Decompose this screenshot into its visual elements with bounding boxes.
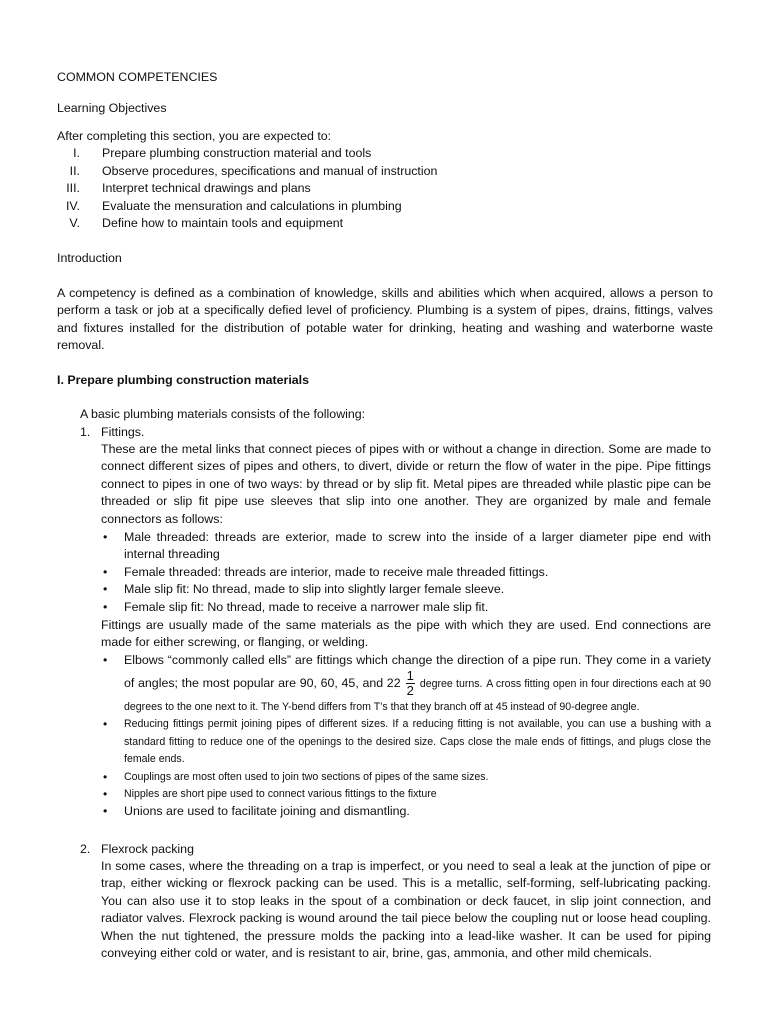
doc-title: COMMON COMPETENCIES bbox=[57, 70, 218, 84]
bullet-icon: • bbox=[103, 804, 108, 819]
objectives-list bbox=[57, 145, 713, 233]
list-item-nipples bbox=[101, 786, 711, 803]
after-completing-text: After completing this section, you are expected to: bbox=[57, 129, 332, 143]
list-item bbox=[101, 529, 711, 564]
item-title: Flexrock packing bbox=[101, 842, 194, 856]
elbows-degree-text: degree turns. bbox=[419, 678, 483, 691]
objective-number: II. bbox=[69, 163, 80, 178]
list-item-text: Couplings are most often used to join two sections of pipes of the same sizes. bbox=[124, 770, 489, 783]
basic-materials-text: A basic plumbing materials consists of the following: bbox=[80, 407, 366, 421]
item-number: 2. bbox=[80, 842, 91, 856]
bullet-icon: • bbox=[103, 717, 108, 732]
list-item-text: Male threaded: threads are exterior, made to screw into the inside of a larger diameter pipe end with internal threading bbox=[124, 530, 711, 562]
list-item-text: Female slip fit: No thread, made to receive a narrower male slip fit. bbox=[124, 599, 489, 614]
flexrock-paragraph: In some cases, where the threading on a trap is imperfect, or you need to seal a leak at the junction of pipe or trap, either wicking or flexrock packing can be used. This is a metallic, self-forming, self-lubricating packing. You can also use it to stop leaks in the spout of a combination or deck faucet, in slip joint connection, and radiator valves. Flexrock packing is wound around the tail piece below the coupling nut or loose head coupling. When the nut tightened, the pressure molds the packing into a lead-like washer. It can be used for piping conveying either cold or water, and is resistant to air, brine, gas, ammonia, and other mild chemicals. bbox=[101, 859, 711, 961]
bullet-icon: • bbox=[103, 582, 108, 597]
objective-item bbox=[57, 198, 713, 216]
introduction-heading: Introduction bbox=[57, 251, 122, 265]
bullet-icon: • bbox=[103, 787, 108, 802]
list-item bbox=[101, 564, 711, 581]
objective-number: IV. bbox=[65, 198, 80, 213]
list-item-reducing bbox=[101, 716, 711, 768]
objective-text: Evaluate the mensuration and calculations in plumbing bbox=[102, 198, 402, 213]
objective-item bbox=[57, 163, 713, 181]
fraction-numerator: 1 bbox=[406, 668, 414, 684]
objective-text: Prepare plumbing construction material and tools bbox=[102, 146, 372, 160]
fraction-one-half bbox=[406, 669, 415, 698]
list-item-text: Reducing fittings permit joining pipes of different sizes. If a reducing fitting is not available, you can use a bushing with a standard fitting to reduce one of the openings to the desired size. Caps close the male ends of fittings, and plugs close the female ends. bbox=[124, 718, 711, 766]
bullet-icon: • bbox=[103, 530, 108, 544]
bullet-icon: • bbox=[103, 564, 108, 579]
bullet-icon: • bbox=[103, 653, 108, 667]
objective-item bbox=[57, 180, 713, 198]
list-item-text: Nipples are short pipe used to connect various fittings to the fixture bbox=[124, 788, 437, 801]
item-title: Fittings. bbox=[101, 425, 145, 439]
fittings-material-paragraph: Fittings are usually made of the same materials as the pipe with which they are used. End connections are made for either screwing, or flanging, or welding. bbox=[101, 618, 711, 650]
objective-number: III. bbox=[66, 181, 80, 196]
bullet-icon: • bbox=[103, 599, 108, 614]
connector-types-list bbox=[101, 529, 711, 616]
list-item-text: Female threaded: threads are interior, made to receive male threaded fittings. bbox=[124, 564, 549, 579]
section-heading: I. Prepare plumbing construction materials bbox=[57, 373, 309, 387]
list-item-text: Male slip fit: No thread, made to slip into slightly larger female sleeve. bbox=[124, 582, 505, 597]
list-item bbox=[101, 581, 711, 598]
bullet-icon: • bbox=[103, 769, 108, 784]
item-number: 1. bbox=[80, 425, 91, 439]
objective-item bbox=[57, 215, 713, 233]
introduction-paragraph: A competency is defined as a combination of knowledge, skills and abilities which when acquired, allows a person to perform a task or job at a specifically defied level of proficiency. Plumbing is a system of pipes, drains, fittings, valves and fixtures installed for the distribution of potable water for drinking, heating and washing and waterborne waste removal. bbox=[57, 286, 713, 353]
list-item-elbows bbox=[101, 652, 711, 716]
list-item-unions bbox=[101, 803, 711, 820]
fittings-paragraph: These are the metal links that connect pieces of pipes with or without a change in direction. Some are made to connect different sizes of pipes and others, to divert, divide or return the flow of water in the pipe. Pipe fittings connect to pipes in one of two ways: by thread or by slip fit. Metal pipes are threaded while plastic pipe can be threaded or slip fit pipe use sleeves that slip into one another. They are organized by male and female connectors as follows: bbox=[101, 442, 711, 526]
objective-item bbox=[57, 145, 713, 163]
fitting-types-list bbox=[101, 652, 711, 821]
objective-text: Interpret technical drawings and plans bbox=[102, 181, 311, 196]
list-item-text: Unions are used to facilitate joining and dismantling. bbox=[124, 804, 410, 819]
list-item bbox=[101, 599, 711, 616]
objective-text: Define how to maintain tools and equipment bbox=[102, 216, 344, 231]
elbows-text: Elbows “commonly called ells” are fittings which change the direction of a pipe run. They come in a variety of angles; the most popular are 90, 60, 45, and 22 bbox=[124, 653, 711, 691]
objective-number: I. bbox=[73, 146, 80, 160]
objective-text: Observe procedures, specifications and manual of instruction bbox=[102, 163, 438, 178]
learning-objectives-heading: Learning Objectives bbox=[57, 101, 167, 115]
fraction-denominator: 2 bbox=[406, 683, 414, 699]
list-item-couplings bbox=[101, 769, 711, 786]
cross-fitting-text: A cross fitting open in four directions each at 90 degrees to the one next to it. The Y-bend differs from T’s that they branch off at 45 instead of 90-degree angle. bbox=[124, 678, 711, 714]
objective-number: V. bbox=[69, 216, 80, 231]
